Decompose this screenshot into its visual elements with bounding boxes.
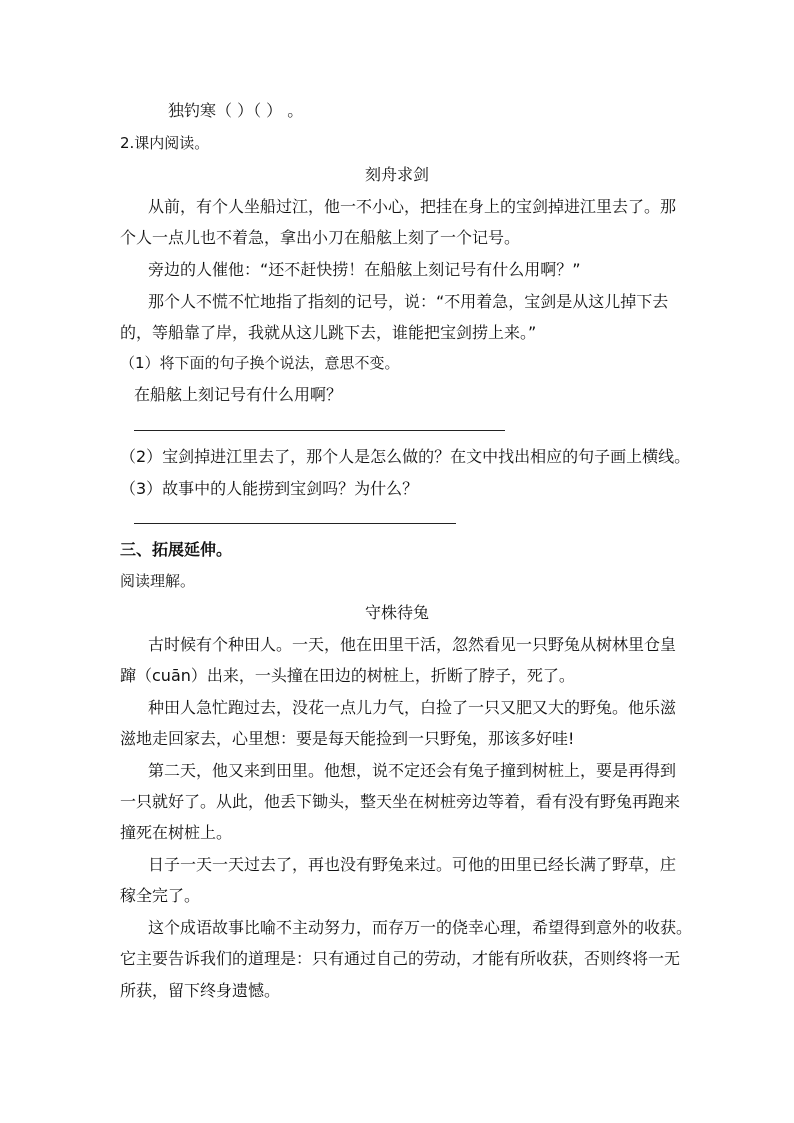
passage-2-paragraph-3-line-1: 第二天，他又来到田里。他想，说不定还会有兔子撞到树桩上，要是再得到 <box>148 761 677 780</box>
passage-2-paragraph-3-line-3: 撞死在树桩上。 <box>120 823 233 842</box>
passage-1-paragraph-1-line-2: 个人一点儿也不着急，拿出小刀在船舷上刻了一个记号。 <box>120 228 521 247</box>
section-3-heading: 三、拓展延伸。 <box>120 540 233 559</box>
passage-2-paragraph-5-line-1: 这个成语故事比喻不主动努力，而存万一的侥幸心理，希望得到意外的收获。 <box>148 918 693 937</box>
item-2-heading: 2.课内阅读。 <box>120 134 210 152</box>
question-1-sentence: 在船舷上刻记号有什么用啊？ <box>134 385 343 404</box>
question-2: （2）宝剑掉进江里去了，那个人是怎么做的？在文中找出相应的句子画上横线。 <box>120 447 691 466</box>
passage-2-paragraph-4-line-1: 日子一天一天过去了，再也没有野兔来过。可他的田里已经长满了野草，庄 <box>148 855 677 874</box>
passage-2-paragraph-1-line-2: 蹿（cuān）出来，一头撞在田边的树桩上，折断了脖子，死了。 <box>120 666 575 685</box>
passage-2-paragraph-3-line-2: 一只就好了。从此，他丢下锄头，整天坐在树桩旁边等着，看有没有野兔再跑来 <box>120 792 681 811</box>
passage-2-paragraph-1-line-1: 古时候有个种田人。一天，他在田里干活，忽然看见一只野兔从树林里仓皇 <box>148 635 677 654</box>
answer-line-2[interactable] <box>134 523 456 524</box>
passage-2-paragraph-4-line-2: 稼全完了。 <box>120 886 201 905</box>
passage-1-title: 刻舟求剑 <box>364 165 429 184</box>
passage-2-paragraph-2-line-2: 滋地走回家去，心里想：要是每天能捡到一只野兔，那该多好哇! <box>120 729 575 748</box>
question-3: （3）故事中的人能捞到宝剑吗？为什么？ <box>120 479 419 498</box>
answer-line-1[interactable] <box>134 430 505 431</box>
passage-2-paragraph-5-line-3: 所获，留下终身遗憾。 <box>120 981 281 1000</box>
passage-1-paragraph-2: 旁边的人催他：“还不赶快捞！在船舷上刻记号有什么用啊？” <box>148 260 581 279</box>
passage-2-title: 守株待兔 <box>364 603 429 622</box>
passage-1-paragraph-1-line-1: 从前，有个人坐船过江，他一不小心，把挂在身上的宝剑掉进江里去了。那 <box>148 197 677 216</box>
reading-instruction: 阅读理解。 <box>120 572 196 590</box>
question-1: （1）将下面的句子换个说法，意思不变。 <box>120 354 400 372</box>
poem-fill-blank-line: 独钓寒（ ）（ ） 。 <box>168 101 304 120</box>
passage-1-paragraph-3-line-1: 那个人不慌不忙地指了指刻的记号，说：“不用着急，宝剑是从这儿掉下去 <box>148 292 669 311</box>
passage-2-paragraph-5-line-2: 它主要告诉我们的道理是：只有通过自己的劳动，才能有所收获，否则终将一无 <box>120 949 681 968</box>
passage-2-paragraph-2-line-1: 种田人急忙跑过去，没花一点儿力气，白捡了一只又肥又大的野兔。他乐滋 <box>148 698 677 717</box>
passage-1-paragraph-3-line-2: 的，等船靠了岸，我就从这儿跳下去，谁能把宝剑捞上来。” <box>120 323 537 342</box>
